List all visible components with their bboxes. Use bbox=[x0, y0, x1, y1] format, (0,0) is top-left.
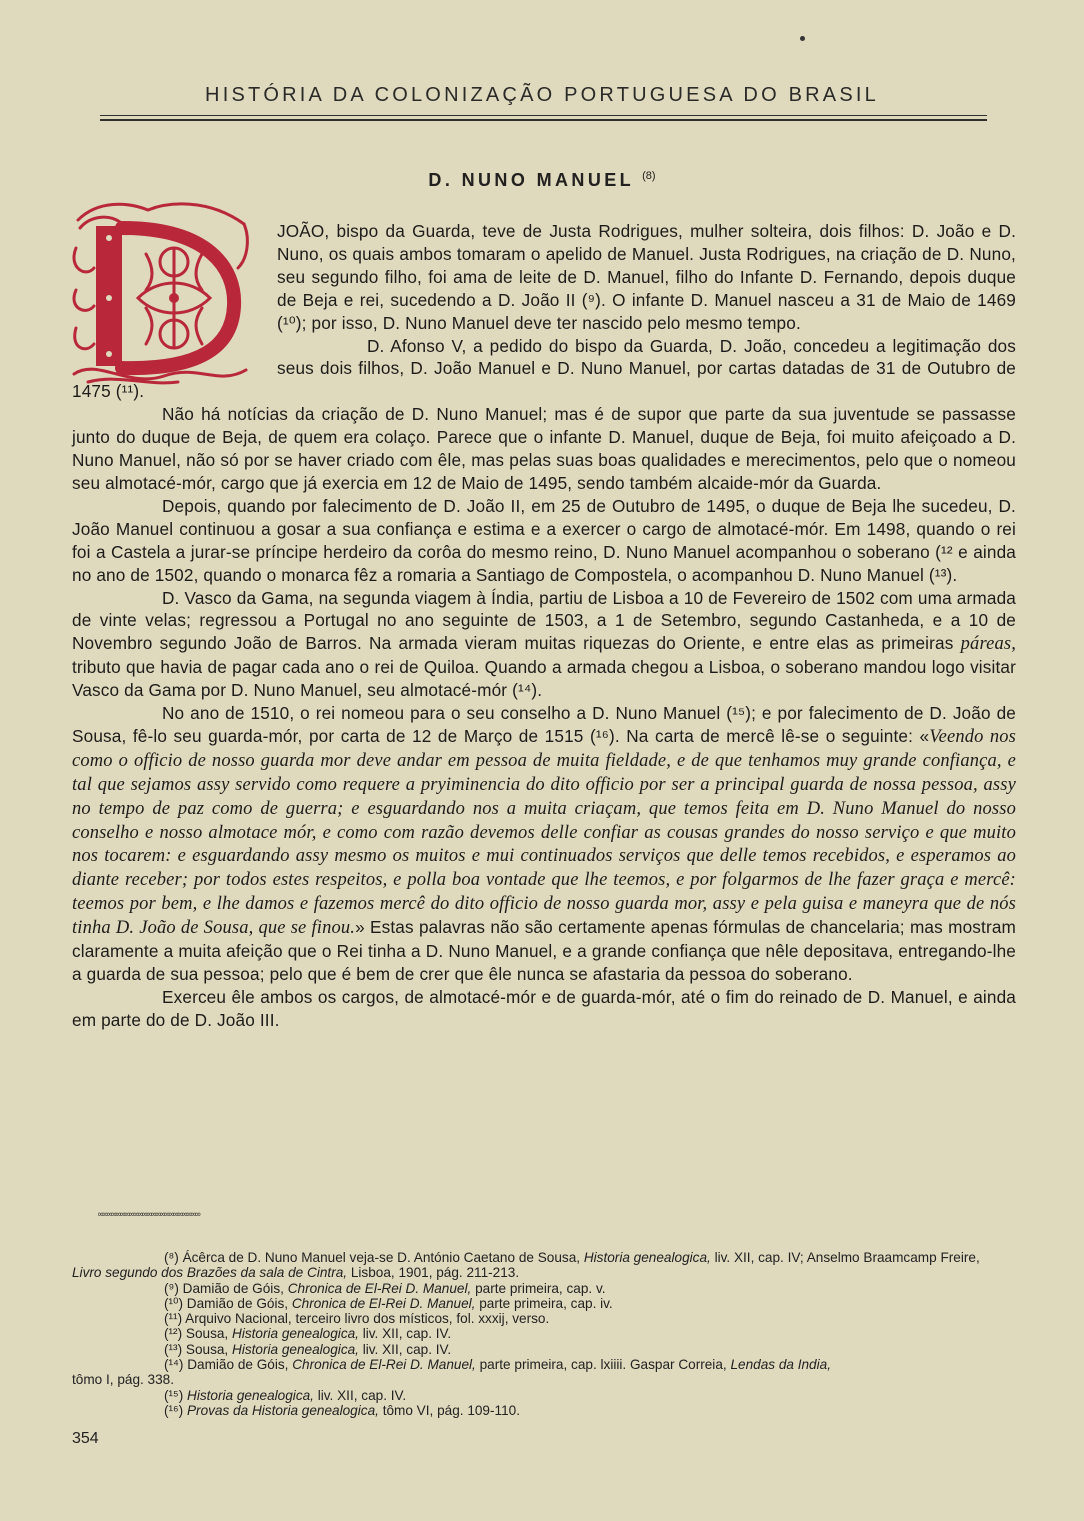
footnote-13-text: (¹³) Sousa, bbox=[164, 1341, 229, 1357]
footnote-16-text-2: tômo VI, pág. 109-110. bbox=[382, 1402, 520, 1418]
footnote-9-text: (⁹) Damião de Góis, bbox=[164, 1280, 284, 1296]
paragraph-1: JOÃO, bispo da Guarda, teve de Justa Rodrigues, mulher solteira, dois filhos: D. João e D. Nuno, os quais ambos tomaram o apelido de Manuel. Justa Rodrigues, na criação de D. Nuno, seu segundo filho, foi ama de leite de D. Manuel, filho do Infante D. Fernando, depois duque de Beja e rei, sucedendo a D. João II (⁹). O infante D. Manuel nasceu a 31 de Maio de 1469 (¹⁰); por isso, D. Nuno Manuel deve ter nascido pelo mesmo tempo. bbox=[277, 221, 1016, 333]
page-number: 354 bbox=[72, 1430, 99, 1447]
footnote-12-text-2: liv. XII, cap. IV. bbox=[362, 1326, 452, 1342]
paragraph-6-intro: No ano de 1510, o rei nomeou para o seu conselho a D. Nuno Manuel (¹⁵); e por falecimento de D. João de Sousa, fê-lo seu guarda-mór, por carta de 12 de Março de 1515 (¹⁶). Na carta de mercê lê-se o seguinte: « bbox=[72, 703, 1016, 746]
footnote-16-text: (¹⁶) bbox=[164, 1402, 184, 1418]
running-header: HISTÓRIA DA COLONIZAÇÃO PORTUGUESA DO BRASIL bbox=[205, 84, 879, 106]
paragraph-6-rest: » Estas palavras não são certamente apenas fórmulas de chancelaria; mas mostram claramente a muita afeição que o Rei tinha a D. Nuno Manuel, e a grande confiança que nêle depositava, entregando-lhe a guarda de sua pessoa; pelo que é bem de crer que êle nunca se afastaria da pessoa do soberano. bbox=[72, 917, 1016, 984]
footnote-14-continued: tômo I, pág. 338. bbox=[72, 1372, 175, 1388]
footnote-8-text: (⁸) Ácêrca de D. Nuno Manuel veja-se D. António Caetano de Sousa, bbox=[164, 1250, 581, 1265]
footnote-15-text: (¹⁵) bbox=[164, 1387, 184, 1403]
footnote-12-text: (¹²) Sousa, bbox=[164, 1326, 229, 1342]
footnote-13-text-2: liv. XII, cap. IV. bbox=[362, 1341, 452, 1357]
paragraph-5-rest: tributo que havia de pagar cada ano o rei de Quiloa. Quando a armada chegou a Lisboa, o soberano mandou logo visitar Vasco da Gama por D. Nuno Manuel, seu almotacé-mór (¹⁴). bbox=[72, 657, 1016, 701]
footnote-9 bbox=[72, 1281, 1016, 1296]
footnote-10-text-2: parte primeira, cap. iv. bbox=[479, 1295, 613, 1311]
paragraph-5 bbox=[72, 587, 1016, 703]
footnote-14 bbox=[72, 1357, 1016, 1372]
footnote-10-work: Chronica de El-Rei D. Manuel, bbox=[291, 1295, 476, 1311]
paragraph-4: Depois, quando por falecimento de D. João II, em 25 de Outubro de 1495, o duque de Beja lhe sucedeu, D. João Manuel continuou a gosar a sua confiança e estima e a exercer o cargo de almotacé-mór. Em 1498, quando o rei foi a Castela a jurar-se príncipe herdeiro da corôa do mesmo reino, D. Nuno Manuel acompanhou o soberano (¹² e ainda no ano de 1502, quando o monarca fêz a romaria a Santiago de Compostela, o acompanhou D. Nuno Manuel (¹³). bbox=[72, 495, 1016, 585]
dropcap-spacer bbox=[72, 220, 277, 380]
royal-letter-quote: Veendo nos como o officio de nosso guarda mor deve andar em pessoa de muita fieldade, e de que tenhamos muy grande confiança, e tal que sejamos assy servido como requere a pryiminencia do dito officio por ser a principal guarda de nossa pessoa, assy no tempo de paz como de guerra; e esguardando nos a muita criaçam, que temos feita em D. Nuno Manuel do nosso conselho e nosso almotace mór, e como com razão devemos delle confiar as cousas grandes do nosso serviço e que muito nos tocarem: e esguardando assy mesmo os muitos e mui continuados serviços que delle temos recebidos, e esperamos ao diante receber; por todos estes respeitos, e polla boa vontade que lhe teemos, e por folgarmos de lhe fazer graça e mercê: teemos por bem, e lhe damos e fazemos mercê do dito officio de nosso guarda mor, assy e pela guisa e maneyra que de nós tinha D. João de Sousa, que se finou. bbox=[72, 726, 1016, 939]
footnote-14-text-2: parte primeira, cap. lxiiii. Gaspar Correia, bbox=[479, 1357, 727, 1373]
footnote-10 bbox=[72, 1296, 1016, 1311]
section-title-note-ref: (8) bbox=[642, 170, 656, 182]
footnotes bbox=[72, 1250, 1016, 1418]
paragraph-2: D. Afonso V, a pedido do bispo da Guarda, D. João, concedeu a legitimação dos seus dois filhos, D. João Manuel e D. Nuno Manuel, por cartas datadas de 31 de Outubro de 1475 (¹¹). bbox=[72, 335, 1016, 402]
header-rule-thick bbox=[100, 119, 987, 121]
footnote-8-text-2: liv. XII, cap. IV; Anselmo Braamcamp Freire, bbox=[714, 1250, 980, 1265]
ink-speck bbox=[800, 36, 805, 41]
footnote-9-text-2: parte primeira, cap. v. bbox=[475, 1280, 606, 1296]
section-title-text: D. NUNO MANUEL bbox=[428, 170, 634, 190]
footnote-8-text-3: Lisboa, 1901, pág. 211-213. bbox=[350, 1265, 520, 1281]
section-title bbox=[0, 170, 1084, 191]
paragraph-5-italic: páreas, bbox=[960, 634, 1016, 655]
footnote-16-work: Provas da Historia genealogica, bbox=[186, 1402, 379, 1418]
footnote-15 bbox=[72, 1388, 1016, 1403]
paragraph-3: Não há notícias da criação de D. Nuno Manuel; mas é de supor que parte da sua juventude se passasse junto do duque de Beja, de quem era colaço. Parece que o infante D. Manuel, duque de Beja, foi muito afeiçoado a D. Nuno Manuel, não só por se haver criado com êle, mas pelas suas boas qualidades e merecimentos, pelo que o nomeou seu almotacé-mór, cargo que já exercia em 12 de Maio de 1495, sendo também alcaide-mór da Guarda. bbox=[72, 404, 1016, 493]
footnote-8-work-2: Livro segundo dos Brazões da sala de Cintra, bbox=[72, 1265, 348, 1281]
footnote-8 bbox=[72, 1250, 1016, 1265]
footnote-11: (¹¹) Arquivo Nacional, terceiro livro dos místicos, fol. xxxij, verso. bbox=[164, 1311, 550, 1327]
footnote-16 bbox=[72, 1403, 1016, 1418]
section-ornament: ∞∞∞∞∞∞∞∞∞∞∞∞∞∞∞∞∞∞∞∞∞∞∞ bbox=[98, 1210, 200, 1220]
paragraph-6 bbox=[72, 702, 1016, 986]
footnote-13 bbox=[72, 1342, 1016, 1357]
paragraph-5-text: D. Vasco da Gama, na segunda viagem à Índia, partiu de Lisboa a 10 de Fevereiro de 1502 com uma armada de vinte velas; regressou a Portugal no ano seguinte de 1503, a 1 de Setembro, segundo Castanheda, e a 10 de Novembro segundo João de Barros. Na armada vieram muitas riquezas do Oriente, e entre elas as primeiras bbox=[72, 587, 1016, 654]
footnote-14-text: (¹⁴) Damião de Góis, bbox=[164, 1357, 289, 1373]
footnote-13-work: Historia genealogica, bbox=[232, 1341, 359, 1357]
footnote-15-work: Historia genealogica, bbox=[187, 1387, 314, 1403]
paragraph-7: Exerceu êle ambos os cargos, de almotacé-mór e de guarda-mór, até o fim do reinado de D. Manuel, e ainda em parte do de D. João III. bbox=[72, 986, 1016, 1030]
footnote-12 bbox=[72, 1326, 1016, 1341]
footnote-14-work: Chronica de El-Rei D. Manuel, bbox=[292, 1357, 476, 1373]
footnote-12-work: Historia genealogica, bbox=[232, 1326, 359, 1342]
footnote-9-work: Chronica de El-Rei D. Manuel, bbox=[287, 1280, 472, 1296]
footnote-15-text-2: liv. XII, cap. IV. bbox=[317, 1387, 407, 1403]
footnote-8-work: Historia genealogica, bbox=[583, 1250, 711, 1265]
footnote-10-text: (¹⁰) Damião de Góis, bbox=[164, 1295, 289, 1311]
footnote-8-continued bbox=[72, 1265, 1016, 1280]
header-rule-thin bbox=[100, 115, 987, 116]
main-text bbox=[72, 220, 1016, 1032]
footnote-14-work-2: Lendas da India, bbox=[730, 1357, 831, 1373]
